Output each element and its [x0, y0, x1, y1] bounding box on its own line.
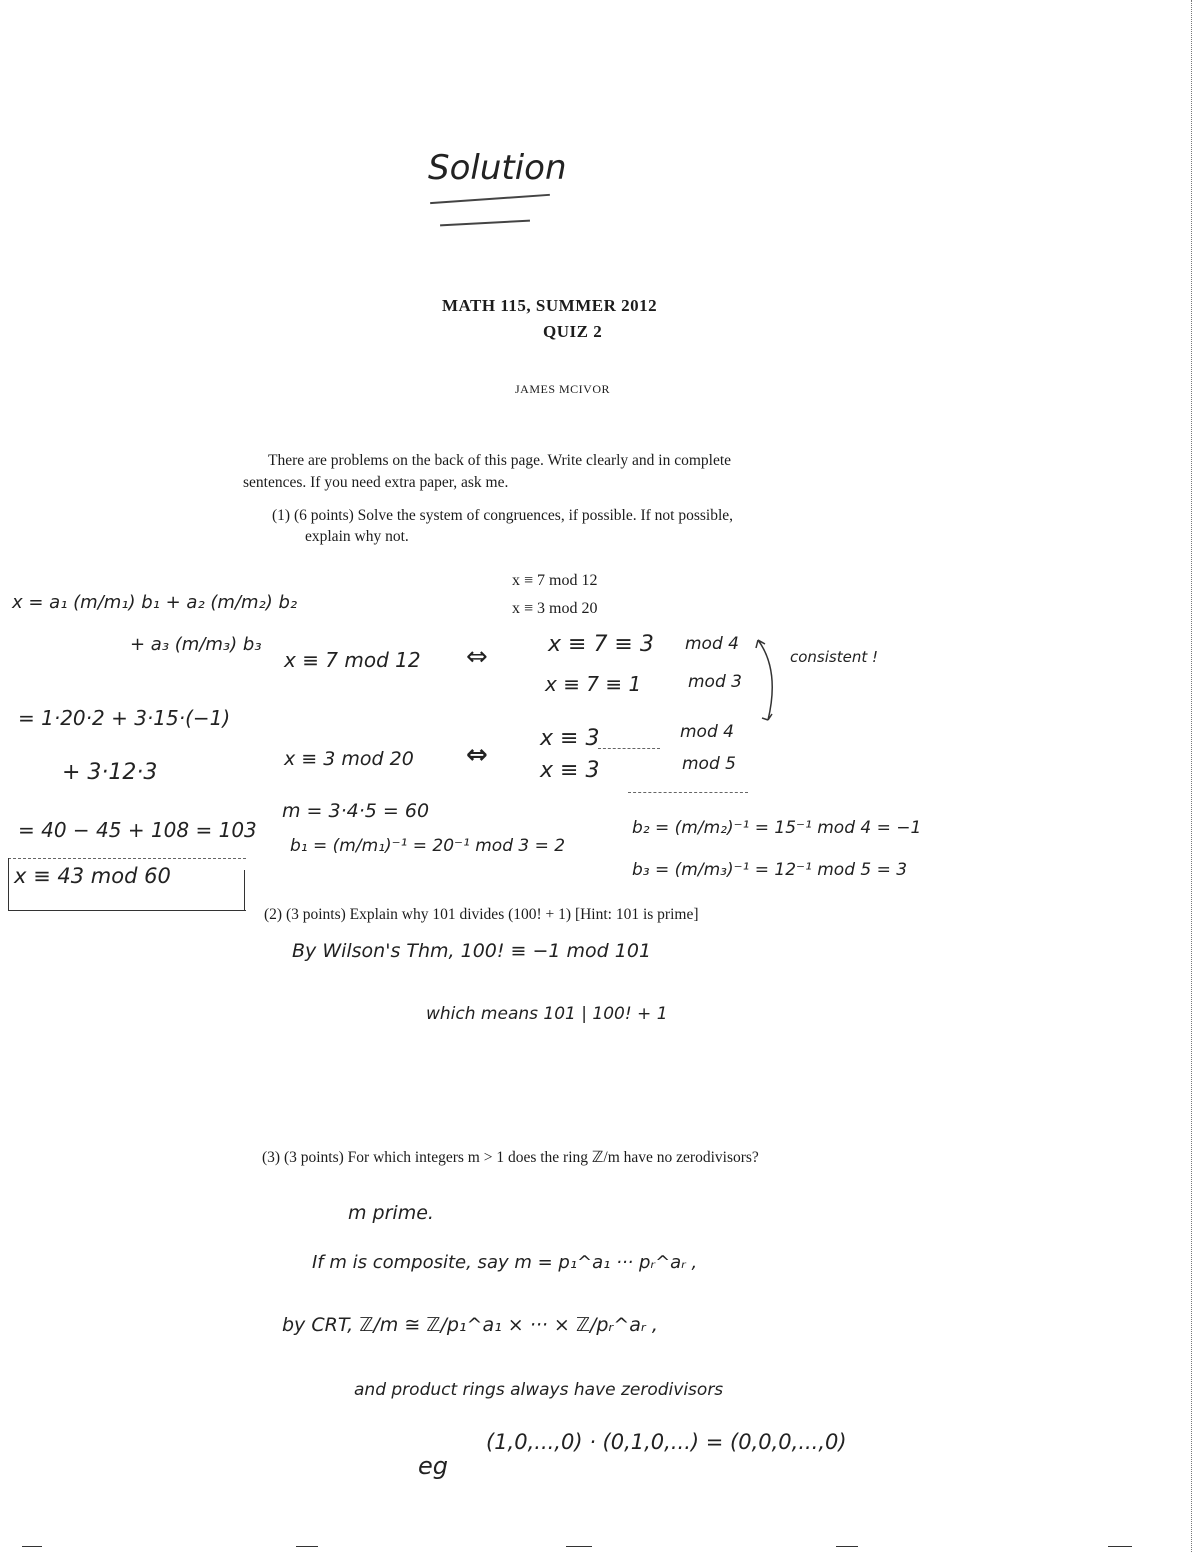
iff-arrow-2: ⇔	[466, 740, 488, 770]
crt-formula-line-2: + a₃ (m/m₃) b₃	[130, 634, 262, 655]
solution-underline-1	[430, 194, 550, 204]
split-2: x ≡ 7 ≡ 1	[545, 672, 642, 696]
eval-line-3: = 40 − 45 + 108 = 103	[18, 818, 257, 842]
b1-value: b₁ = (m/m₁)⁻¹ = 20⁻¹ mod 3 = 2	[290, 836, 566, 856]
answer-box-top	[8, 858, 246, 859]
problem-3-line-1: If m is composite, say m = p₁^a₁ ··· pᵣ^aᵣ ,	[312, 1252, 698, 1273]
b2-value: b₂ = (m/m₂)⁻¹ = 15⁻¹ mod 4 = −1	[632, 818, 922, 838]
iff-arrow-1: ⇔	[466, 642, 488, 672]
congruence-2: x ≡ 3 mod 20	[284, 748, 414, 770]
problem-3-line-3: and product rings always have zerodivisors	[354, 1380, 724, 1400]
split-3: x ≡ 3	[540, 726, 600, 751]
course-title: MATH 115, SUMMER 2012	[442, 296, 658, 315]
scan-mark-4	[836, 1546, 858, 1547]
problem-2-work-line-2: which means 101 | 100! + 1	[426, 1004, 668, 1024]
problem-2-prompt: (2) (3 points) Explain why 101 divides (100! + 1) [Hint: 101 is prime]	[264, 906, 699, 923]
problem-3-eg-label: eg	[418, 1452, 448, 1480]
split-1: x ≡ 7 ≡ 3	[548, 632, 654, 657]
scan-edge	[1191, 0, 1192, 1552]
congruence-1: x ≡ 7 mod 12	[284, 648, 421, 672]
problem-3-answer: m prime.	[348, 1202, 434, 1224]
split-connector-2	[628, 792, 748, 793]
answer-box-left	[8, 858, 9, 910]
solution-underline-2	[440, 220, 530, 226]
eval-line-2: + 3·12·3	[62, 760, 158, 785]
scan-mark-1	[22, 1546, 42, 1547]
scan-mark-5	[1108, 1546, 1132, 1547]
problem-1-prompt-line-2: explain why not.	[305, 528, 409, 545]
split-2-mod: mod 3	[688, 672, 742, 692]
problem-2-work-line-1: By Wilson's Thm, 100! ≡ −1 mod 101	[292, 940, 652, 962]
problem-3-line-2: by CRT, ℤ/m ≅ ℤ/p₁^a₁ × ··· × ℤ/pᵣ^aᵣ ,	[282, 1314, 658, 1336]
instructions-line-2: sentences. If you need extra paper, ask me.	[243, 474, 509, 491]
scan-mark-3	[566, 1546, 592, 1547]
author-name: JAMES MCIVOR	[515, 382, 611, 396]
split-1-mod: mod 4	[685, 634, 739, 654]
crt-formula-line-1: x = a₁ (m/m₁) b₁ + a₂ (m/m₂) b₂	[12, 592, 298, 613]
problem-1-prompt-line-1: (1) (6 points) Solve the system of congruences, if possible. If not possible,	[272, 507, 734, 524]
consistent-note: consistent !	[790, 648, 879, 666]
consistency-bracket	[740, 630, 820, 730]
system-line-2: x ≡ 3 mod 20	[512, 600, 598, 617]
scan-mark-2	[296, 1546, 318, 1547]
solution-heading: Solution	[428, 148, 567, 188]
final-answer: x ≡ 43 mod 60	[14, 864, 171, 888]
answer-box-bottom	[8, 910, 246, 911]
split-4-mod: mod 5	[682, 754, 736, 774]
answer-box-right	[244, 870, 245, 910]
m-value: m = 3·4·5 = 60	[282, 800, 430, 822]
system-line-1: x ≡ 7 mod 12	[512, 572, 598, 589]
problem-3-prompt: (3) (3 points) For which integers m > 1 does the ring ℤ/m have no zerodivisors?	[262, 1149, 759, 1166]
split-3-mod: mod 4	[680, 722, 734, 742]
problem-3-example: (1,0,...,0) · (0,1,0,...) = (0,0,0,...,0)	[486, 1430, 847, 1454]
split-connector-1	[598, 748, 660, 749]
split-4: x ≡ 3	[540, 758, 600, 783]
instructions-line-1: There are problems on the back of this page. Write clearly and in complete	[268, 452, 732, 469]
eval-line-1: = 1·20·2 + 3·15·(−1)	[18, 706, 231, 730]
quiz-title: QUIZ 2	[543, 322, 603, 341]
b3-value: b₃ = (m/m₃)⁻¹ = 12⁻¹ mod 5 = 3	[632, 860, 908, 880]
